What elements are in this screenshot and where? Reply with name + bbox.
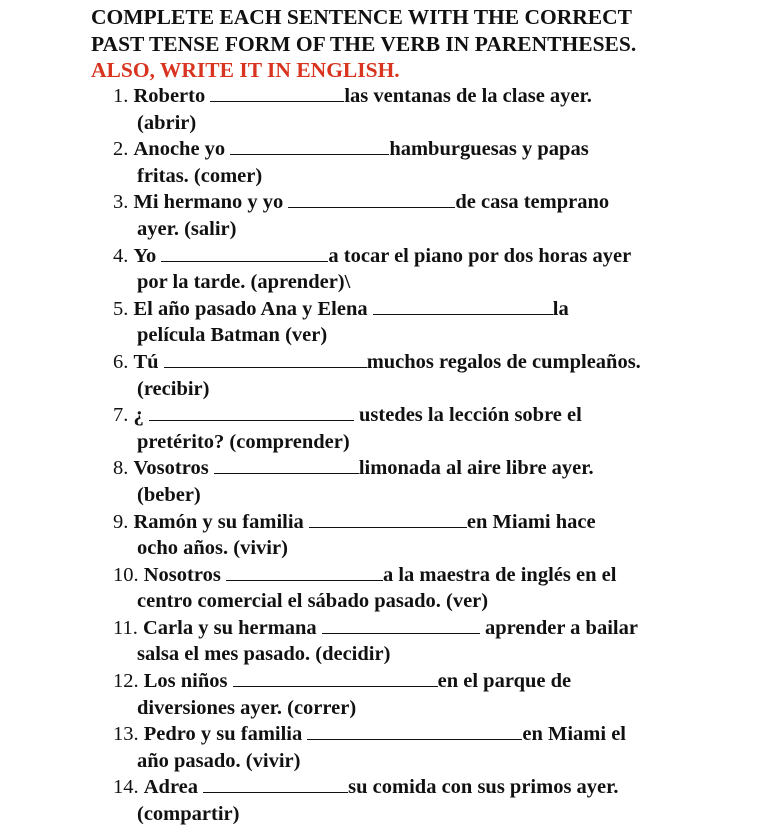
list-item xyxy=(113,774,713,827)
sentence-end: a tocar el piano por dos horas ayer xyxy=(328,244,632,267)
sentence-start: ¿ xyxy=(133,404,149,427)
item-continuation: (recibir) xyxy=(137,377,210,400)
sentence-start: Roberto xyxy=(133,85,211,107)
instructions-line-1: COMPLETE EACH SENTENCE WITH THE CORRECT xyxy=(91,5,632,29)
item-line xyxy=(113,349,713,376)
item-number: 13. xyxy=(113,723,139,746)
sentence-start: El año pasado Ana y Elena xyxy=(133,297,373,320)
item-number: 6. xyxy=(113,350,129,373)
list-item xyxy=(113,243,713,296)
list-item xyxy=(113,136,713,189)
answer-blank[interactable] xyxy=(230,153,389,155)
sentence-start: Vosotros xyxy=(133,457,214,480)
item-continuation: película Batman (ver) xyxy=(137,324,328,347)
answer-blank[interactable] xyxy=(288,206,455,208)
sentence-end: la xyxy=(552,297,569,320)
sentence-start: Ramón y su familia xyxy=(133,510,309,533)
answer-blank[interactable] xyxy=(322,632,480,634)
list-item xyxy=(113,349,713,402)
sentence-end: su comida con sus primos ayer. xyxy=(348,776,619,799)
item-line xyxy=(113,455,713,482)
item-line xyxy=(113,562,713,589)
sentence-start: Yo xyxy=(133,244,162,267)
item-line xyxy=(113,668,713,695)
item-number: 8. xyxy=(113,457,129,480)
item-continuation: diversiones ayer. (correr) xyxy=(137,696,357,719)
item-number: 2. xyxy=(113,138,129,161)
item-line xyxy=(113,774,713,801)
item-number: 11. xyxy=(113,616,138,639)
sentence-end: limonada al aire libre ayer. xyxy=(358,457,594,480)
item-continuation: (beber) xyxy=(137,483,201,506)
answer-blank[interactable] xyxy=(307,738,522,740)
item-line xyxy=(113,296,713,323)
sentence-end: las ventanas de la clase ayer. xyxy=(344,85,592,107)
sentence-end: a la maestra de inglés en el xyxy=(382,563,617,586)
item-continuation: pretérito? (comprender) xyxy=(137,430,350,453)
item-continuation: (compartir) xyxy=(137,803,240,826)
sentence-start: Anoche yo xyxy=(133,138,231,161)
list-item xyxy=(113,455,713,508)
item-number: 10. xyxy=(113,563,139,586)
list-item xyxy=(113,509,713,562)
sentence-end: de casa temprano xyxy=(455,191,610,214)
list-item xyxy=(113,83,713,136)
sentence-start: Adrea xyxy=(143,776,204,799)
item-number: 1. xyxy=(113,85,129,107)
list-item xyxy=(113,562,713,615)
sentence-end: en Miami hace xyxy=(466,510,596,533)
sentence-end: ustedes la lección sobre el xyxy=(353,404,582,427)
item-number: 4. xyxy=(113,244,129,267)
item-line xyxy=(113,83,713,110)
answer-blank[interactable] xyxy=(214,472,359,474)
item-continuation: salsa el mes pasado. (decidir) xyxy=(137,643,391,666)
item-continuation: fritas. (comer) xyxy=(137,164,263,187)
item-number: 12. xyxy=(113,670,139,693)
sentence-end: hamburguesas y papas xyxy=(389,138,589,161)
item-continuation: por la tarde. (aprender)\ xyxy=(137,271,351,294)
item-number: 9. xyxy=(113,510,129,533)
sentence-start: Mi hermano y yo xyxy=(133,191,289,214)
instructions-line-3: ALSO, WRITE IT IN ENGLISH. xyxy=(91,58,400,82)
sentence-end: muchos regalos de cumpleaños. xyxy=(366,350,641,373)
sentence-end: en Miami el xyxy=(522,723,626,746)
item-continuation: año pasado. (vivir) xyxy=(137,749,301,772)
answer-blank[interactable] xyxy=(210,100,344,102)
item-continuation: centro comercial el sábado pasado. (ver) xyxy=(137,590,489,613)
item-line xyxy=(113,615,713,642)
answer-blank[interactable] xyxy=(226,579,383,581)
item-number: 5. xyxy=(113,297,129,320)
list-item xyxy=(113,668,713,721)
item-continuation: (abrir) xyxy=(137,111,197,134)
sentence-start: Los niños xyxy=(143,670,233,693)
item-line xyxy=(113,721,713,748)
answer-blank[interactable] xyxy=(373,313,553,315)
instructions-line-2: PAST TENSE FORM OF THE VERB IN PARENTHESES. xyxy=(91,31,637,56)
exercise-list xyxy=(113,83,713,828)
sentence-end: en el parque de xyxy=(437,670,572,693)
list-item xyxy=(113,615,713,668)
answer-blank[interactable] xyxy=(161,260,328,262)
sentence-start: Tú xyxy=(133,350,164,373)
sentence-start: Carla y su hermana xyxy=(143,616,322,639)
item-line xyxy=(113,243,713,270)
list-item xyxy=(113,721,713,774)
instructions xyxy=(91,4,636,84)
list-item xyxy=(113,189,713,242)
sentence-start: Pedro y su familia xyxy=(143,723,308,746)
item-continuation: ayer. (salir) xyxy=(137,217,237,240)
item-line xyxy=(113,136,713,163)
item-number: 3. xyxy=(113,191,129,214)
answer-blank[interactable] xyxy=(233,685,438,687)
answer-blank[interactable] xyxy=(164,366,367,368)
item-line xyxy=(113,402,713,429)
item-continuation: ocho años. (vivir) xyxy=(137,537,288,560)
answer-blank[interactable] xyxy=(309,526,467,528)
list-item xyxy=(113,402,713,455)
sentence-end: aprender a bailar xyxy=(479,616,638,639)
item-number: 7. xyxy=(113,404,129,427)
item-line xyxy=(113,509,713,536)
sentence-start: Nosotros xyxy=(143,563,226,586)
answer-blank[interactable] xyxy=(203,791,348,793)
item-line xyxy=(113,189,713,216)
list-item xyxy=(113,296,713,349)
answer-blank[interactable] xyxy=(149,419,354,421)
item-number: 14. xyxy=(113,776,139,799)
